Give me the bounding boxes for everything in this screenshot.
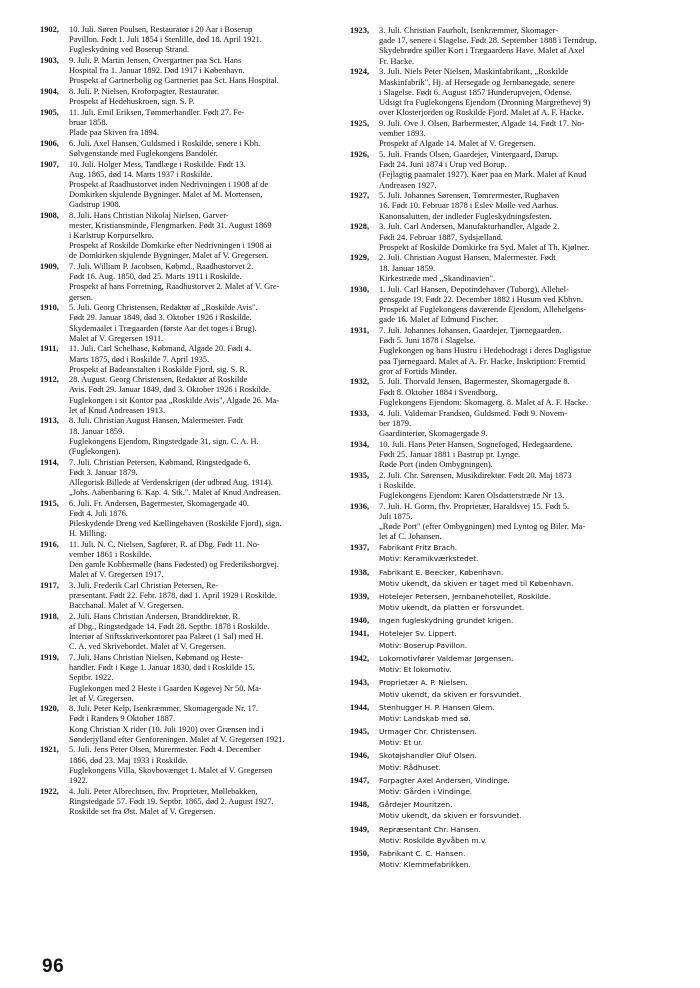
entry-line: 5. Juli. Frands Olsen, Gaardejer, Vintergaard, Darup. — [379, 148, 559, 159]
entry-line: gersen. — [69, 292, 93, 302]
entry-line: Fuglekongens Ejendom, Ringstedgade 31, sign. C. A. H. — [69, 436, 259, 446]
entry-line: 2. Juli. Hans Christian Andersen, Branddirektør, R. — [69, 611, 241, 621]
entry-year: 1946, — [350, 750, 370, 761]
entry-line: Fuglekongen med 2 Heste i Gaarden Køgevej Nr 50. Ma- — [69, 683, 262, 693]
list-item — [350, 567, 665, 590]
list-item — [40, 25, 340, 55]
list-item — [40, 262, 340, 303]
entry-line: Fabrikant Fritz Brach. — [379, 543, 458, 553]
list-item — [350, 726, 665, 749]
entry-line: Fuglekongens Ejendom: Karen Olsdatterstræde Nr 13. — [379, 490, 565, 501]
entry-line: Juli 1875. — [379, 511, 413, 522]
list-item — [40, 416, 340, 457]
entry-line: Motiv: Boserup Pavillon. — [379, 640, 468, 650]
entry-line: præsentant. Født 22. Febr. 1878, død 1. April 1929 i Roskilde. — [69, 591, 277, 601]
entry-line: Røde Port (inden Ombygningen). — [379, 459, 493, 470]
entry-line: 1866, død 23. Maj 1933 i Roskilde. — [69, 755, 188, 765]
list-item — [40, 458, 340, 499]
entry-year: 1942, — [350, 652, 370, 663]
entry-line: Den gamle Kobbermølle (hans Fødested) og Frederiksborgvej. — [69, 560, 279, 570]
entry-line: Født 4. Juli 1876. — [69, 508, 128, 518]
entry-line: 3. Juli. Carl Andersen, Manufakturhandler, Algade 2. — [379, 221, 560, 232]
entry-line: Født 29. Januar 1849, død 3. Oktober 1926 i Roskilde. — [69, 313, 252, 323]
entry-line: Sønderjylland efter Genforeningen. Malet af V. Gregersen 1921. — [69, 734, 285, 744]
entry-line: 4. Juli. Valdemar Frandsen, Guldsmed. Født 9. Novem- — [379, 407, 568, 418]
entry-line: Fuglekongen i sit Kontor paa „Roskilde Avis", Algade 26. Ma- — [69, 395, 280, 405]
entry-year: 1937, — [350, 542, 370, 553]
entry-line: Proprietær A. P. Nielsen. — [379, 678, 468, 688]
list-item — [350, 221, 665, 252]
entry-year: 1926, — [350, 148, 370, 159]
entry-line: Prospekt af Gartnerbolig og Gartneriet paa Sct. Hans Hospital. — [69, 76, 279, 86]
entry-line: Prospekt af Fuglekongens daværende Ejendom, Allehelgens- — [379, 303, 587, 314]
entry-line: Kirkestræde med „Skandinavien". — [379, 272, 496, 283]
entry-line: 5. Juli. Georg Christensen, Redaktør af „Roskilde Avis". — [69, 303, 258, 313]
right-column — [350, 25, 665, 872]
entry-year: 1919, — [40, 653, 59, 663]
entry-line: Maskinfabrik", Hj. af Hersegade og Jernbanegade, senere — [379, 76, 575, 87]
list-item — [40, 787, 340, 817]
entry-line: de Domkirken skjulende Bygninger. Malet af V. Gregersen. — [69, 251, 269, 261]
entry-line: (Fejlagtig paamalet 1927). Køer paa en Mark. Malet af Knud — [379, 169, 587, 180]
entry-year: 1918, — [40, 611, 59, 621]
entry-line: Sølvgenstande med Fuglekongens Bandolér. — [69, 148, 218, 158]
entry-line: Født 16. Aug. 1850, død 25. Marts 1911 i Roskilde. — [69, 272, 242, 282]
entry-line: „Johs. Aabenbaring 6. Kap. 4. Stk.". Malet af Knud Andreasen. — [69, 488, 281, 498]
entry-year: 1920, — [40, 704, 59, 714]
entry-year: 1931, — [350, 324, 370, 335]
entry-line: Kanonsalutten, der indleder Fugleskydningsfesten. — [379, 210, 552, 221]
entry-line: Marts 1875, død i Roskilde 7. April 1935. — [69, 354, 210, 364]
entry-line: Interiør af Stiftsskriverkontoret paa Palæet (1 Sal) med H. — [69, 632, 264, 642]
entry-line: Domkirken skjulende Bygninger. Malet af M. Mortensen, — [69, 190, 263, 199]
entry-line: Prospekt af Algade 14. Malet af V. Gregersen. — [379, 138, 536, 149]
entry-line: 5. Juli. Thorvald Jensen, Bagermester, Skomagergade 8. — [379, 376, 570, 387]
entry-line: mester, Kristiansminde, Flengmarken. Født 31. August 1869 — [69, 220, 272, 230]
entry-line: Skydebrødre spiller Kort i Trægaardens Have. Malet af Axel — [379, 45, 585, 56]
entry-line: 7. Juli. H. Gorm, fhv. Proprietær, Haraldsvej 15. Født 5. — [379, 500, 570, 511]
entry-year: 1945, — [350, 725, 370, 736]
entry-year: 1904, — [40, 86, 59, 96]
entry-line: Prospekt af Roskilde Domkirke fra Syd. Malet af Th. Kjølner. — [379, 241, 590, 252]
entry-year: 1929, — [350, 252, 370, 263]
entry-year: 1935, — [350, 469, 370, 480]
entry-line: 4. Juli. Peter Albrechtsen, fhv. Proprietær, Møllebakken, — [69, 786, 258, 796]
list-item — [40, 653, 340, 704]
entry-year: 1903, — [40, 55, 59, 65]
entry-line: Roskilde set fra Øst. Malet af V. Gregersen. — [69, 806, 216, 816]
entry-line: Fabrikant C. C. Hansen. — [379, 848, 466, 858]
list-item — [40, 139, 340, 159]
entry-year: 1921, — [40, 745, 59, 755]
entry-line: Motiv: Klemmefabrikken. — [379, 860, 471, 870]
entry-line: Født i Randers 9 Oktober 1887. — [69, 714, 176, 724]
entry-line: gade 16. Malet af Edmund Fischer. — [379, 314, 499, 325]
entry-year: 1932, — [350, 376, 370, 387]
entry-line: Allegorisk Billede af Verdenskrigen (der udbrød Aug. 1914). — [69, 477, 273, 487]
entry-year: 1912, — [40, 375, 59, 385]
entry-line: Født 24. Februar 1887, Sydsjælland. — [379, 231, 503, 242]
entry-line: Motiv: Keramikværkstedet. — [379, 554, 479, 564]
list-item — [350, 775, 665, 798]
entry-line: 7. Juli. William P. Jacobsen, Købmd., Raadhustorvet 2. — [69, 262, 254, 272]
entry-line: Fugleskydning ved Boserup Strand. — [69, 45, 190, 55]
entry-line: Prospekt af Roskilde Domkirke efter Nedrivningen i 1908 ai — [69, 241, 272, 251]
entry-line: 11. Juli. N. C. Nielsen, Sagfører, R. af Dbg. Født 11. No- — [69, 539, 260, 549]
entry-line: Septbr. 1922. — [69, 673, 114, 683]
entry-line: 18. Januar 1859. — [379, 262, 436, 273]
entry-year: 1950, — [350, 847, 370, 858]
list-item — [40, 87, 340, 107]
entry-year: 1940, — [350, 615, 370, 626]
entry-line: gensgade 19. Født 22. December 1882 i Husum ved Kbhvn. — [379, 293, 583, 304]
entry-line: 6. Juli. Fr. Andersen, Bagermester, Skomagergade 40. — [69, 498, 250, 508]
entry-line: Skotøjshandler Oluf Olsen. — [379, 751, 477, 761]
entry-line: 8. Juli. P. Nielsen, Kroforpagter, Restauratør. — [69, 86, 220, 96]
list-item — [350, 824, 665, 847]
entry-line: vember 1893. — [379, 128, 426, 139]
entry-year: 1939, — [350, 590, 370, 601]
list-item — [350, 325, 665, 376]
entry-year: 1914, — [40, 457, 59, 467]
entry-line: gror af Fortids Minder. — [379, 365, 457, 376]
entry-line: let af Knud Andreasen 1913. — [69, 405, 166, 415]
entry-line: let af V. Gregersen. — [69, 693, 134, 703]
entry-line: Hotelejer Sv. Lippert. — [379, 629, 457, 639]
entry-year: 1913, — [40, 416, 59, 426]
list-item — [350, 501, 665, 542]
entry-line: Avis. Født 29. Januar 1849, død 3. Oktober 1926 i Roskilde. — [69, 385, 271, 395]
entry-line: Født 24. Juni 1874 i Urup ved Borup. — [379, 159, 507, 170]
entry-line: Stenhugger H. P. Hansen Glem. — [379, 702, 495, 712]
entry-year: 1902, — [40, 25, 59, 34]
entry-line: Udsigt fra Fuglekongens Ejendom (Dronning Margrethevej 9) — [379, 96, 591, 107]
entry-line: 9. Juli. Ove J. Olsen, Barbermester, Algade 14. Født 17. No- — [379, 117, 585, 128]
entry-year: 1908, — [40, 210, 59, 220]
entry-line: 2. Juli. Christian August Hansen, Malermester. Født — [379, 252, 556, 263]
entry-line: Repræsentant Chr. Hansen. — [379, 824, 481, 834]
list-item — [350, 284, 665, 325]
entry-year: 1943, — [350, 677, 370, 688]
entry-line: H. Milling. — [69, 529, 107, 539]
entry-line: 16. Født 10. Februar 1878 i Eslev Mølle ved Aarhus. — [379, 200, 559, 211]
entry-line: Urmager Chr. Christensen. — [379, 726, 477, 736]
entry-year: 1941, — [350, 628, 370, 639]
entry-line: let af C. Johansen. — [379, 531, 442, 542]
entry-year: 1949, — [350, 823, 370, 834]
entry-line: 28. August. Georg Christensen, Redaktør af Roskilde — [69, 375, 248, 385]
entry-year: 1915, — [40, 498, 59, 508]
entry-line: 6. Juli. Axel Hansen, Guldsmed i Roskilde, senere i Kbh. — [69, 138, 261, 148]
list-item — [350, 470, 665, 501]
list-item — [40, 581, 340, 611]
entry-line: Motiv ukendt, da skiven er taget med til København. — [379, 578, 574, 588]
entry-line: 8. Juli. Peter Kelp, Isenkræmmer, Skomagergade Nr. 17. — [69, 704, 259, 714]
entry-line: Plade paa Skiven fra 1894. — [69, 128, 160, 138]
entry-line: 1922. — [69, 775, 88, 785]
list-item — [350, 615, 665, 626]
list-item — [40, 375, 340, 416]
entry-line: Ingen fugleskydning grundet krigen. — [379, 616, 514, 626]
entry-year: 1947, — [350, 774, 370, 785]
entry-year: 1930, — [350, 283, 370, 294]
list-item — [350, 628, 665, 651]
page-number: 96 — [42, 956, 65, 977]
entry-line: Fabrikant E. Beecker, København. — [379, 567, 504, 577]
entry-year: 1911, — [40, 344, 59, 354]
entry-line: Pavillon. Født 1. Juli 1854 i Stenlille, død 18. April 1921. — [69, 35, 262, 45]
entry-line: 8. Juli. Christian August Hansen, Malermester. Født — [69, 416, 244, 426]
entry-line: Skydemaalet i Trægaarden (første Aar det toges i Brug). — [69, 323, 257, 333]
list-item — [40, 612, 340, 653]
list-item — [350, 799, 665, 822]
entry-line: Motiv: Roskilde Byvåben m.v. — [379, 835, 488, 845]
entry-line: 10. Juli. Søren Poulsen, Restauratør i 20 Aar i Boserup — [69, 25, 253, 34]
list-item — [350, 376, 665, 407]
entry-line: 1. Juli. Carl Hansen, Depotindehaver (Tuborg), Allehel- — [379, 283, 569, 294]
entry-line: Hospital fra 1. Januar 1892. Død 1917 i København. — [69, 66, 245, 76]
entry-year: 1938, — [350, 566, 370, 577]
entry-year: 1934, — [350, 438, 370, 449]
entry-line: 5. Juli. Johannes Sørensen, Tømrermester, Rughaven — [379, 190, 560, 201]
entry-line: Prospekt af Raadhustorvet inden Nedrivningen i 1908 af de — [69, 179, 269, 189]
entry-line: Fuglekongen og hans Hustru i Hedebodragt i deres Dagligstue — [379, 345, 591, 356]
entry-line: i Roskilde. — [379, 479, 416, 490]
entry-line: 2. Juli. Chr. Sørensen, Musikdirektør. Født 20. Maj 1873 — [379, 469, 572, 480]
list-item — [350, 677, 665, 700]
entry-line: ber 1879. — [379, 417, 412, 428]
entry-line: Andreasen 1927. — [379, 179, 437, 190]
entry-line: 5. Juli. Jens Peter Olsen, Murermester. Født 4. December — [69, 745, 261, 755]
entry-line: 10. Juli. Hans Peter Hansen, Sognefoged, Hedegaardene. — [379, 438, 573, 449]
entry-line: Prospekt af hans Forretning, Raadhustorvet 2. Malet af V. Gre- — [69, 282, 280, 292]
entry-year: 1925, — [350, 117, 370, 128]
entry-line: Aug. 1865, død 14. Marts 1937 i Roskilde. — [69, 169, 213, 179]
list-item — [350, 149, 665, 190]
entry-line: (Fuglekongen). — [69, 446, 121, 456]
list-item — [350, 118, 665, 149]
entry-year: 1917, — [40, 580, 59, 590]
entry-line: 3. Juli. Frederik Carl Christian Petersen, Re- — [69, 580, 219, 590]
entry-year: 1905, — [40, 107, 59, 117]
entry-line: Gårdejer Mouritzen. — [379, 800, 453, 810]
entry-year: 1922, — [40, 786, 59, 796]
entry-line: Født 3. Januar 1879. — [69, 467, 138, 477]
entry-year: 1948, — [350, 799, 370, 810]
entry-line: 7. Juli. Christian Petersen, Købmand, Ringstedgade 6. — [69, 457, 251, 467]
entry-line: Født 8. Oktober 1884 i Svendborg. — [379, 386, 498, 397]
entry-line: over Klosterjorden og Roskilde Fjord. Malet af A. F. Hacke. — [379, 107, 584, 118]
entry-line: Gadstrup 1908. — [69, 200, 121, 210]
entry-year: 1910, — [40, 303, 59, 313]
entry-line: Gaardinteriør, Skomagergade 9. — [379, 427, 488, 438]
entry-line: 8. Juli. Hans Christian Nikolaj Nielsen, Garver- — [69, 210, 229, 220]
entry-line: 7. Juli. Johannes Johansen, Gaardejer, Tjørnegaarden. — [379, 324, 562, 335]
entry-line: Forpagter Axel Andersen, Vindinge. — [379, 775, 510, 785]
list-item — [40, 56, 340, 86]
list-item — [350, 542, 665, 565]
entry-line: i Karlstrup Korpurselkro. — [69, 231, 154, 241]
entry-year: 1944, — [350, 701, 370, 712]
entry-line: Motiv ukendt, da skiven er forsvundet. — [379, 811, 522, 821]
list-item — [350, 190, 665, 221]
entry-line: 3. Juli. Niels Peter Nielsen, Maskinfabrikant, „Roskilde — [379, 66, 569, 77]
entry-line: Malet af V. Gregersen 1911. — [69, 333, 164, 343]
list-item — [40, 540, 340, 581]
entry-line: Malet af V. Gregersen 1917. — [69, 570, 164, 580]
entry-line: handler. Født i Køge 1. Januar 1830, død i Roskilde 15. — [69, 663, 255, 673]
entry-line: Fr. Hacke. — [379, 55, 415, 66]
list-item — [40, 211, 340, 262]
entry-line: Bacchanal. Malet af V. Gregersen. — [69, 601, 184, 611]
entry-line: bruar 1858. — [69, 117, 108, 127]
entry-year: 1924, — [350, 66, 370, 77]
entry-line: C. A. ved Skrivebordet. Malet af V. Gregersen. — [69, 642, 226, 652]
entry-year: 1928, — [350, 221, 370, 232]
list-item — [350, 702, 665, 725]
list-item — [350, 439, 665, 470]
list-item — [350, 653, 665, 676]
entry-line: Pileskydende Dreng ved Kællingehaven (Roskilde Fjord), sign. — [69, 519, 282, 528]
list-item — [40, 344, 340, 374]
entry-line: i Slagelse. Født 6. August 1857 Hunderupvejen, Odense. — [379, 86, 572, 97]
entry-year: 1933, — [350, 407, 370, 418]
entry-line: paa Tjørnegaard. Malet af A. Fr. Hacke. Inskription: Fremtid — [379, 355, 586, 366]
entry-line: 10. Juli. Holger Mess, Tandlæge i Roskilde. Født 13. — [69, 159, 246, 169]
entry-line: Født 25. Januar 1881 i Bastrup pr. Lynge. — [379, 448, 521, 459]
entry-line: 3. Juli. Christian Faurholt, Isenkræmmer, Skomager- — [379, 25, 559, 35]
entry-line: Hotelejer Petersen, Jernbanehotellet, Roskilde. — [379, 591, 551, 601]
entry-year: 1916, — [40, 539, 59, 549]
entry-year: 1909, — [40, 262, 59, 272]
entry-line: Fuglekongens Ejendom: Skomagerg. 8. Malet af A. F. Hacke. — [379, 396, 589, 407]
left-column — [40, 25, 340, 818]
entry-line: Kong Christian X rider (10. Juli 1920) over Grænsen ind i — [69, 724, 264, 734]
entry-line: Fuglekongens Villa, Skovbovænget 1. Malet af V. Gregersen — [69, 765, 273, 775]
entry-year: 1907, — [40, 159, 59, 169]
list-item — [40, 745, 340, 786]
entry-line: Motiv: Landskab med sø. — [379, 713, 471, 723]
list-item — [350, 408, 665, 439]
entry-line: Prospekt af Badeanstalten i Roskilde Fjord, sig. S. R. — [69, 364, 248, 374]
entry-line: 7. Juli. Hans Christian Nielsen, Købmand og Heste- — [69, 653, 243, 663]
entry-line: 18. Januar 1859. — [69, 426, 125, 436]
entry-year: 1936, — [350, 500, 370, 511]
entry-line: Prospekt af Hedehuskroen, sign. S. P. — [69, 97, 195, 107]
list-item — [350, 25, 665, 66]
list-item — [350, 848, 665, 871]
list-item — [40, 108, 340, 138]
entry-line: Motiv: Et lokomotiv. — [379, 665, 452, 675]
entry-line: 11. Juli. Carl Schelhase, Købmand, Algade 20. Født 4. — [69, 344, 252, 354]
entry-line: 9. Juli. P. Martin Jensen, Overgartner paa Sct. Hans — [69, 55, 242, 65]
entry-year: 1923, — [350, 25, 370, 35]
list-item — [350, 252, 665, 283]
entry-line: gade 17, senere i Slagelse. Født 28. September 1888 i Terndrup. — [379, 35, 597, 46]
entry-year: 1927, — [350, 190, 370, 201]
list-item — [40, 499, 340, 540]
list-item — [40, 704, 340, 745]
entry-line: Motiv ukendt, da skiven er forsvundet. — [379, 689, 522, 699]
entry-line: Lokomotivfører Valdemar Jørgensen. — [379, 653, 514, 663]
list-item — [350, 66, 665, 117]
entry-line: Motiv ukendt, da platten er forsvundet. — [379, 603, 525, 613]
entry-year: 1906, — [40, 138, 59, 148]
list-item — [40, 160, 340, 211]
entry-line: Motiv: Et ur. — [379, 738, 423, 748]
list-item — [40, 303, 340, 344]
entry-line: Motiv: Rådhuset. — [379, 762, 441, 772]
entry-line: Ringstedgade 57. Født 19. Septbr. 1865, død 2. August 1927. — [69, 796, 274, 806]
entry-line: vember 1861 i Roskilde. — [69, 549, 152, 559]
list-item — [350, 750, 665, 773]
entry-line: 11. Juli. Emil Eriksen, Tømmerhandler. Født 27. Fe- — [69, 107, 245, 117]
entry-line: Motiv: Gården i Vindinge. — [379, 787, 473, 797]
entry-line: „Røde Port" (efter Ombygningen) med Lyntog og Biler. Ma- — [379, 521, 586, 532]
entry-line: Født 5. Juni 1878 i Slagelse. — [379, 335, 476, 346]
list-item — [350, 591, 665, 614]
entry-line: af Dbg., Ringstedgade 14. Født 28. Septbr. 1878 i Roskilde. — [69, 622, 270, 632]
